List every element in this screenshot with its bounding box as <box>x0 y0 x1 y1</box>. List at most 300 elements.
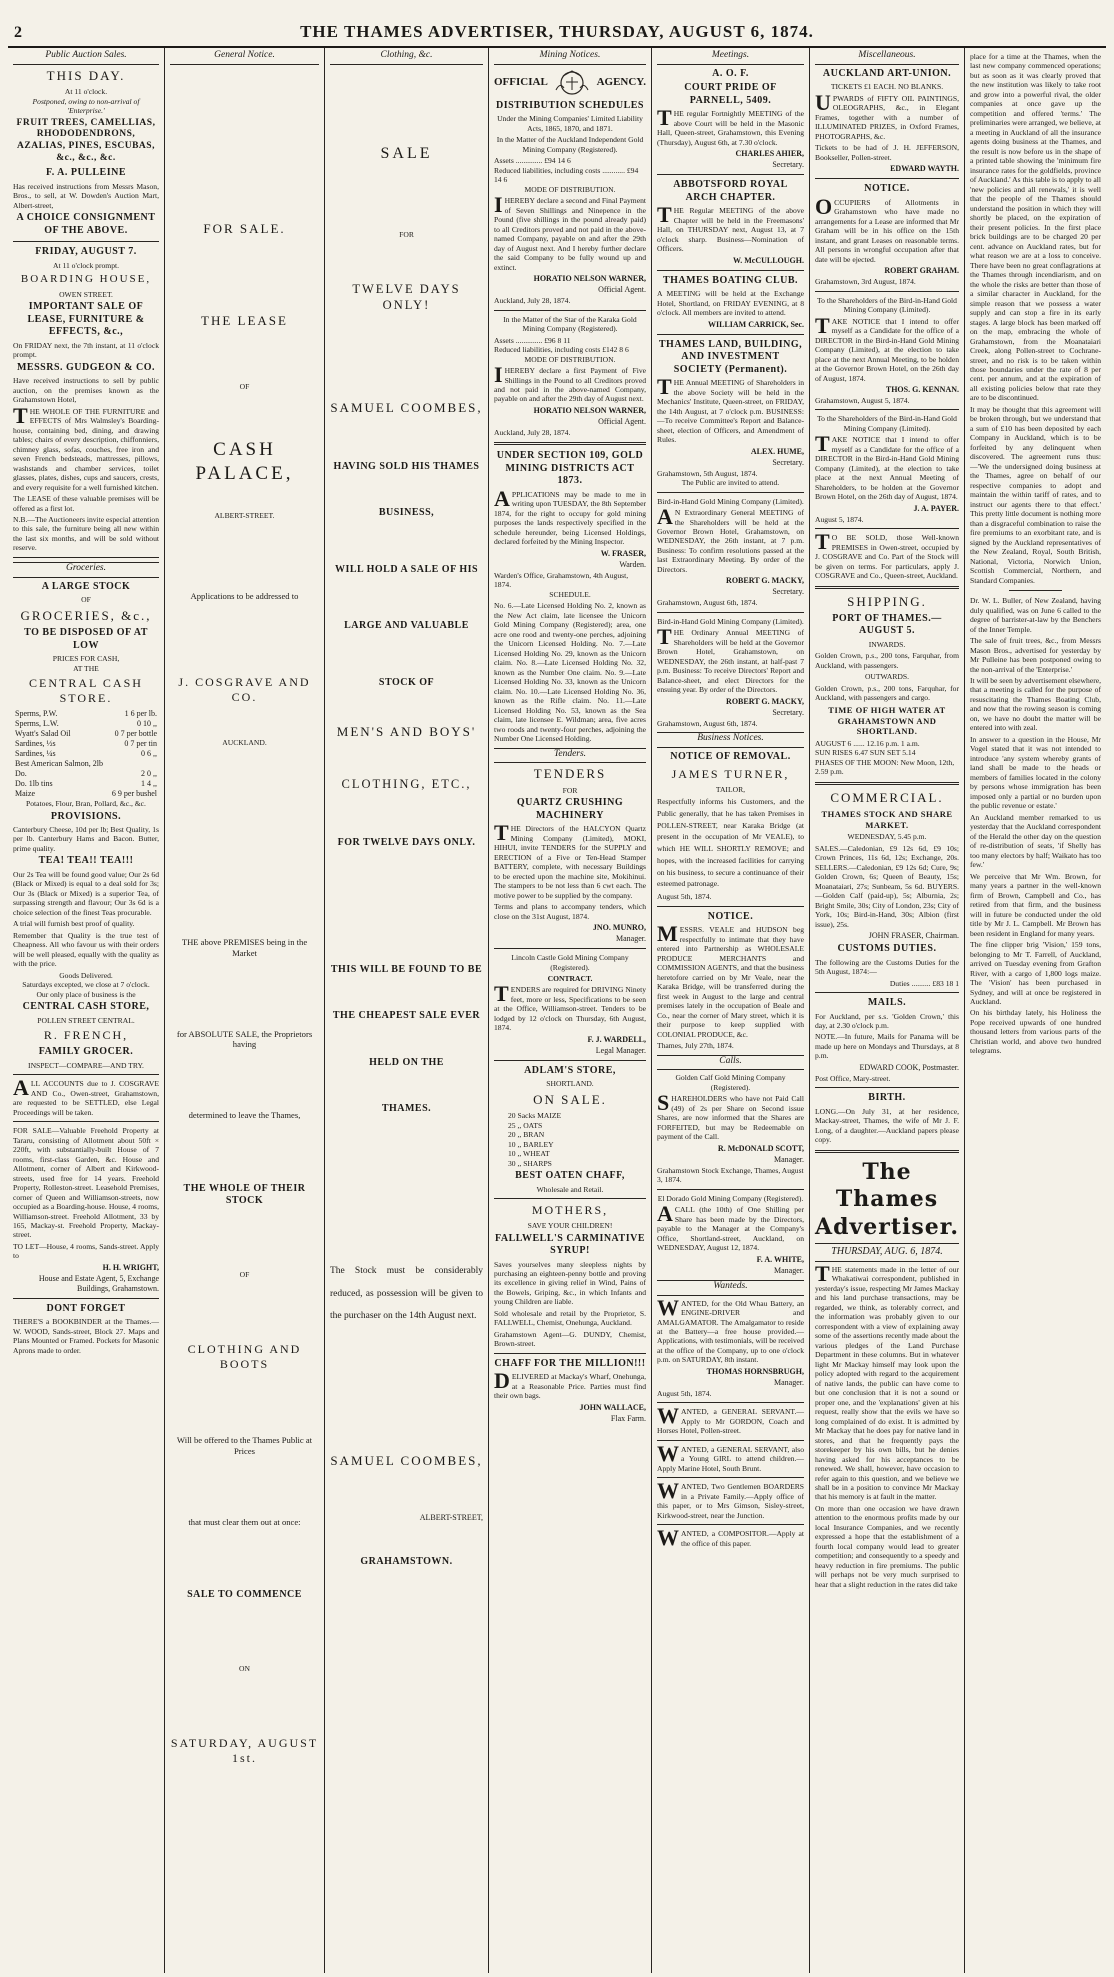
signature: F. A. WHITE, <box>756 1254 804 1264</box>
body-text: Remember that Quality is the true test of Cheapness. All who favour us with their orders will be well pleased, equally with the quality as with the price. <box>13 930 159 969</box>
heading: MOTHERS, <box>531 1203 609 1218</box>
signature-title: Manager. <box>774 1154 804 1164</box>
news-item: Dr. W. L. Buller, of New Zealand, having duly qualified, was on June 6 called to the degree of barrister-at-law by the Benchers of the Inner Temple. <box>970 596 1101 634</box>
list-item: 30 ,, SHARPS <box>508 1158 552 1168</box>
price-item: Sardines, ¼s <box>15 749 56 759</box>
date-text: Thames, July 27th, 1874. <box>657 1041 734 1051</box>
date-text: Auckland, July 28, 1874. <box>494 427 571 437</box>
duties-total: Duties .......... £83 18 1 <box>889 978 959 988</box>
body-text: THE Annual MEETING of Shareholders in the above Society will be held in the Mechanics' Institute, Queen-street, on FRIDAY, the 14th August, at 7 o'clock p.m. BUSINESS:—To receive Committee's Report and Balance-sheet, election of Officers, and Amendment of Rules. <box>657 374 804 445</box>
merchant-name: JAMES TURNER, <box>671 766 790 781</box>
heading: SALE TO COMMENCE <box>187 1589 302 1601</box>
date-text: Grahamstown, 5th August, 1874. <box>657 468 758 478</box>
price-item: Wyatt's Salad Oil <box>15 729 71 739</box>
heading: DISTRIBUTION SCHEDULES <box>496 99 644 111</box>
body-text: Potatoes, Flour, Bran, Pollard, &c., &c. <box>26 799 146 809</box>
heading: ABBOTSFORD ROYAL ARCH CHAPTER. <box>673 179 788 203</box>
price-row <box>13 749 159 759</box>
body-text: LONG.—On July 31, at her residence, Mackay-street, Thames, the wife of Mr J. F. Long, of a daughter.—Auckland papers please copy. <box>815 1106 959 1145</box>
heading: DONT FORGET <box>46 1302 126 1314</box>
heading: SALE <box>380 144 433 162</box>
body-text: The Public are invited to attend. <box>681 478 780 488</box>
signature: JOHN FRASER, Chairman. <box>868 931 959 941</box>
subheading: TICKETS £1 EACH. NO BLANKS. <box>830 82 944 92</box>
heading: ADLAM'S STORE, <box>524 1064 616 1076</box>
body-text: Sold wholesale and retail by the Proprietor, S. FALLWELL, Chemist, Onehunga, Auckland. <box>494 1308 646 1328</box>
body-text: Golden Calf Gold Mining Company (Registered). <box>675 1073 786 1092</box>
heading: TEA! TEA!! TEA!!! <box>38 855 134 867</box>
signature-title: Manager. <box>616 934 646 944</box>
body-text: THE Directors of the HALCYON Quartz Mining Company (Limited), MOKI, HIHUI, invite TENDERS for the SUPPLY and ERECTION of a Five or Ten-Head Stamper BATTERY, complete, with necessary Buildings to be erected upon the machine site, Mokihinui. The stampers to be not less than 6 cwt each. The motive power to be supplied by the company. <box>494 820 646 900</box>
body-text: Assets .............. £96 8 11 <box>494 335 571 345</box>
price-row <box>13 729 159 739</box>
heading: BEST OATEN CHAFF, <box>515 1170 625 1182</box>
heading: FOR SALE. <box>203 220 286 236</box>
heading: NOTICE OF REMOVAL. <box>670 751 791 763</box>
body-text: Our 2s Tea will be found good value; Our 2s 6d (Black or Mixed) is equal to a deal sold for 3s; Our 3s (Black or Mixed) is a superior Tea, of surpassing strength and flavour; Our 3s 6d is a choice selection of the finest Teas procurable. <box>13 869 159 917</box>
body-text: Golden Crown, p.s., 200 tons, Farquhar, from Auckland, with passengers. <box>815 651 959 670</box>
subheading: ALBERT-STREET. <box>214 511 275 521</box>
body-text: Reduced liabilities, including costs £142 8 6 <box>494 345 629 355</box>
column-mining-notices <box>489 48 652 1973</box>
subheading: FOR <box>399 229 414 239</box>
body-text: In the Matter of the Star of the Karaka Gold Mining Company (Registered). <box>503 314 637 334</box>
body-text: For Auckland, per s.s. 'Golden Crown,' this day, at 2.30 o'clock p.m. <box>815 1011 959 1030</box>
price-value: 0 7 per bottle <box>114 729 157 739</box>
body-text: To the Shareholders of the Bird-in-Hand Gold Mining Company (Limited). <box>817 414 957 433</box>
subheading: FOR <box>562 785 578 795</box>
heading: THAMES STOCK AND SHARE MARKET. <box>821 808 953 830</box>
list-item: 20 ,, BRAN <box>508 1130 545 1140</box>
body-text: IHEREBY declare a first Payment of Five Shillings in the Pound to all Creditors proved and not paid in the above-named Company, payable on and after the 29th day of August next. <box>494 362 646 404</box>
heading: CASH PALACE, <box>195 438 294 484</box>
subheading: Wholesale and Retail. <box>536 1184 604 1194</box>
price-item: Sardines, ½s <box>15 739 56 749</box>
date-text: Grahamstown, August 6th, 1874. <box>657 718 758 728</box>
price-value: 0 7 per tin <box>124 739 157 749</box>
heading: THE WHOLE OF THEIR STOCK <box>183 1182 306 1207</box>
merchant-name: J. COSGRAVE AND CO. <box>178 674 311 704</box>
price-value <box>108 759 159 769</box>
heading: COMMERCIAL. <box>830 789 944 805</box>
body-text: Our only place of business is the <box>36 989 136 999</box>
price-value: 2 0 ,, <box>141 769 157 779</box>
heading: QUARTZ CRUSHING MACHINERY <box>516 797 624 821</box>
subheading: TAILOR, <box>715 784 746 794</box>
signature-title: Legal Manager. <box>595 1045 646 1055</box>
news-item: An Auckland member remarked to us yesterday that the Auckland correspondent of the Herald the other day on the question of re-distribution of seats, 'if Shelly has too many electors by half; Waikato has too few.' <box>970 812 1101 870</box>
date-text: Warden's Office, Grahamstown, 4th August, 1874. <box>494 570 629 590</box>
subheading: MODE OF DISTRIBUTION. <box>524 184 616 194</box>
address: Post Office, Mary-street. <box>815 1073 891 1083</box>
heading: CLOTHING, ETC., <box>341 776 472 791</box>
signature-title: Flax Farm. <box>610 1413 646 1423</box>
heading: BOARDING HOUSE, <box>20 273 152 286</box>
body-text: TO BE SOLD, those Well-known PREMISES in Owen-street, occupied by J. COSGRAVE and Co. Part of the Stock will be given on terms. For particulars, apply J. COSGRAVE and Co., Queen-street, Auckland. <box>815 529 959 581</box>
signature-title: Secretary. <box>772 587 804 597</box>
signature: ROBERT G. MACKY, <box>726 696 804 706</box>
news-item: We perceive that Mr Wm. Brown, for many years a partner in the well-known firm of Brown, Campbell and Co., has retired from that firm, and the business will in future be conducted under the old title by Mr J. L. Campbell. Mr Brown has been resident in England for many years. <box>970 871 1101 938</box>
heading: LARGE AND VALUABLE <box>344 620 469 632</box>
heading: MEN'S AND BOYS' <box>336 724 477 740</box>
newspaper-title: THE THAMES ADVERTISER, THURSDAY, AUGUST 6, 1874. <box>300 22 814 41</box>
merchant-name: R. FRENCH, <box>43 1028 129 1043</box>
heading: MAILS. <box>867 997 907 1008</box>
body-text: TENDERS are required for DRIVING Ninety feet, more or less, Specifications to be seen at the Office, Williamson-street. Tenders to be lodged by 12 o'clock on Thursday, 6th August, 1874. <box>494 981 646 1033</box>
subheading: PRICES FOR CASH, <box>52 654 120 664</box>
section-header: Calls. <box>657 1055 804 1071</box>
body-text: Golden Crown, p.s., 200 tons, Farquhar, for Auckland, with passengers and cargo. <box>815 683 959 703</box>
price-row <box>13 719 159 729</box>
signature: EDWARD COOK, Postmaster. <box>859 1062 959 1072</box>
body-text: To the Shareholders of the Bird-in-Hand Gold Mining Company (Limited). <box>817 295 957 315</box>
signature: J. A. PAYER. <box>913 503 959 513</box>
date-text: Grahamstown, August 5, 1874. <box>815 395 910 405</box>
tide-row: SUN RISES 6.47 SUN SET 5.14 <box>815 748 916 758</box>
signature: THOMAS HORNSBRUGH, <box>706 1366 804 1376</box>
list-item: 10 ,, BARLEY <box>508 1139 554 1149</box>
price-row <box>13 769 159 779</box>
date-text: August 5, 1874. <box>815 514 864 524</box>
body-text: Bird-in-Hand Gold Mining Company (Limited). <box>657 616 804 626</box>
merchant-name: SAMUEL COOMBES, <box>330 399 483 415</box>
signature: JNO. MUNRO, <box>592 923 646 933</box>
column-public-auction-sales <box>8 48 165 1973</box>
heading: TIME OF HIGH WATER AT GRAHAMSTOWN AND SHORTLAND. <box>828 704 946 737</box>
subheading: CONTRACT. <box>547 974 593 983</box>
signature: R. McDONALD SCOTT, <box>717 1143 804 1153</box>
signature-title: Warden. <box>619 559 646 569</box>
body-text: A trial will furnish best proof of quality. <box>13 919 135 929</box>
signature: ALEX. HUME, <box>750 446 804 456</box>
price-value: 0 10 ,, <box>137 719 157 729</box>
signature: HORATIO NELSON WARNER, <box>533 405 646 415</box>
body-text: No. 6.—Late Licensed Holding No. 2, known as the New Act claim, late licensee the Unicorn Gold Mining Company (Registered); area, one acre one rood and twenty-one perches, adjoining the Unicorn Licensed Holding. No. 7.—Late Licensed Holding No. 29, known as the Unicorn claim. No. 8.—Late Licensed Holding No. 32, known as the Number One claim. No. 9.—Late Licensed Holding No. 33, known as the Unicorn claim. No. 10.—Late Licensed Holding No. 36, known as the Rifle claim. No. 11.—Late Licensed Holding No. 53, known as the Sea claim, late licensee E. Wildman; area, five acres two roods and twenty-four perches, adjoining the Number One Licensed Holding. <box>494 601 646 744</box>
subheading: ON <box>239 1663 250 1673</box>
tide-row: AUGUST 6 ...... 12.16 p.m. 1 a.m. <box>815 738 920 748</box>
body-text: El Dorado Gold Mining Company (Registered). <box>657 1193 804 1203</box>
column-meetings <box>652 48 810 1973</box>
section-header: General Notice. <box>170 50 319 65</box>
sale-list <box>494 1111 646 1168</box>
editorial-text: On more than one occasion we have drawn attention to the enormous profits made by our local Insurance Companies, and we recently expressed a hope that the establishment of a fourth local company would lead to greater competition; and consequently to a speedy and heavy reduction in fire premiums. The public will perhaps not be very much surprised to hear that a slight reduction in the rates did take <box>815 1503 959 1589</box>
body-text: Under the Mining Companies' Limited Liability Acts, 1865, 1870, and 1871. <box>497 114 643 133</box>
price-item: Do. 1lb tins <box>15 779 53 789</box>
body-text: Saves yourselves many sleepless nights by purchasing an eighteen-penny bottle and proving its excellence in giving relief in Wind, Pains of the Bowels, Griping, &c., in which Infants and young Children are liable. <box>494 1259 646 1307</box>
signature-title: Official Agent. <box>598 416 646 426</box>
body-text: Respectfully informs his Customers, and the Public generally, that he has taken Premises in POLLEN-STREET, near Karaka Bridge (at present in the occupation of Mr VEALE), to which HE WILL SHORTLY REMOVE; and hopes, with the increased facilities for carrying on his business, to secure a continuance of their esteemed patronage. <box>657 797 804 889</box>
body-text: On FRIDAY next, the 7th instant, at 11 o'clock prompt. <box>13 340 159 360</box>
subheading: FAMILY GROCER. <box>38 1046 134 1058</box>
body-text: APPLICATIONS may be made to me in writing upon TUESDAY, the 8th September 1874, for the right to occupy for gold mining purposes the lands respectively specified in the schedule hereunder, being Licensed Holdings, declared forfeited by the Mining Inspector. <box>494 485 646 547</box>
signature-title: Secretary. <box>772 707 804 717</box>
auctioneer-name: F. A. PULLEINE <box>46 167 126 179</box>
news-item: The sale of fruit trees, &c., from Messrs Mason Bros., advertised for yesterday by Mr Pulleine has been postponed owing to the non-arrival of the 'Enterprise.' <box>970 636 1101 674</box>
heading: FRIDAY, AUGUST 7. <box>35 246 137 258</box>
heading: PORT OF THAMES.—AUGUST 5. <box>832 612 942 637</box>
body-text: Reduced liabilities, including costs ............ £94 14 6 <box>494 165 639 185</box>
date-text: Grahamstown Stock Exchange, Thames, August 3, 1874. <box>657 1165 804 1185</box>
date-text: August 5th, 1874. <box>657 1388 712 1398</box>
date-text: Grahamstown, August 6th, 1874. <box>657 598 758 608</box>
news-item: In answer to a question in the House, Mr Vogel stated that it was not intended to introduce 'any system whereby grants of land shall be made to the heads or members of families located in the colony by persons whose immigration has been imposed only a partial or no burden upon the public revenue or estate.' <box>970 734 1101 811</box>
signature: ROBERT GRAHAM. <box>884 266 959 276</box>
body-text: THE regular Fortnightly MEETING of the above Court will be held in the Masonic Hall, Queen-street, Grahamstown, this Evening (Thursday), August 6th, at 7.30 o'clock. <box>657 105 804 147</box>
body-text: DELIVERED at Mackay's Wharf, Onehunga, at a Reasonable Price. Parties must find their own bags. <box>494 1368 646 1401</box>
body-text: ALL ACCOUNTS due to J. COSGRAVE AND Co., Owen-street, Grahamstown, are requested to be SETTLED, else Legal Proceedings will be taken. <box>13 1075 159 1117</box>
heading: THAMES BOATING CLUB. <box>662 274 799 286</box>
body-text: TO LET—House, 4 rooms, Sands-street. Apply to <box>13 1241 159 1261</box>
signature-title: Secretary. <box>772 160 804 170</box>
date-text: August 5th, 1874. <box>657 892 712 902</box>
section-header: Clothing, &c. <box>330 50 483 65</box>
body-text: N.B.—The Auctioneers invite especial attention to this sale, the furniture being all new within the last six months, and will be sold without reserve. <box>13 515 159 553</box>
body-text: Lincoln Castle Gold Mining Company (Registered). <box>511 953 629 972</box>
subheading: SHORTLAND. <box>546 1079 594 1089</box>
signature: JOHN WALLACE, <box>579 1402 646 1412</box>
signature: W. McCULLOUGH. <box>732 255 804 265</box>
subheading: AT THE <box>73 663 99 673</box>
subheading: MODE OF DISTRIBUTION. <box>524 354 616 364</box>
signature: CHARLES AHIER, <box>735 149 804 159</box>
body-text: WANTED, a GENERAL SERVANT.—Apply to Mr GORDON, Coach and Horses Hotel, Pollen-street. <box>657 1403 804 1436</box>
signature: EDWARD WAYTH. <box>890 164 959 174</box>
subheading: INWARDS. <box>868 639 906 649</box>
body-text: determined to leave the Thames, <box>188 1110 301 1120</box>
section-header: Mining Notices. <box>494 50 646 65</box>
signature-title: Manager. <box>774 1377 804 1387</box>
subheading: POLLEN STREET CENTRAL. <box>37 1015 135 1025</box>
body-text: THERE'S a BOOKBINDER at the Thames.—W. WOOD, Sands-street, Block 27. Maps and Plans Mounted or Framed. Pockets for Masonic Aprons made to order. <box>13 1317 159 1355</box>
heading: A LARGE STOCK <box>41 580 131 592</box>
subheading: Goods Delivered. <box>59 970 113 980</box>
heading: THE LEASE <box>201 313 288 329</box>
signature: WILLIAM CARRICK, Sec. <box>708 319 804 329</box>
price-row <box>13 789 159 799</box>
column-general-notice <box>165 48 325 1973</box>
tide-row: PHASES OF THE MOON: New Moon, 12th, 2.59 p.m. <box>815 757 955 777</box>
price-row <box>13 739 159 749</box>
heading: BIRTH. <box>868 1092 906 1104</box>
column-editorial-continued <box>965 48 1106 1973</box>
subheading: OUTWARDS. <box>864 672 910 682</box>
heading: FOR TWELVE DAYS ONLY. <box>337 837 476 849</box>
body-text: THE above PREMISES being in the Market <box>181 937 308 958</box>
section-header: Meetings. <box>657 50 804 65</box>
signature: THOS. G. KENNAN. <box>885 384 959 394</box>
price-list <box>13 709 159 799</box>
body-text: In the Matter of the Auckland Independent Gold Mining Company (Registered). <box>496 135 644 154</box>
list-item: 20 Sacks MAIZE <box>508 1111 562 1121</box>
heading: AUCKLAND ART-UNION. <box>822 67 952 79</box>
heading: WILL HOLD A SALE OF HIS <box>334 563 479 575</box>
subheading: SCHEDULE. <box>549 589 591 599</box>
subheading: OF <box>239 1269 250 1279</box>
signature-title: House and Estate Agent, 5, Exchange Buildings, Grahamstown. <box>38 1273 159 1293</box>
heading: THAMES LAND, BUILDING, AND INVESTMENT SOCIETY (Permanent). <box>658 338 803 375</box>
list-item: 10 ,, WHEAT <box>508 1149 550 1159</box>
heading: TO BE DISPOSED OF AT LOW <box>24 627 148 651</box>
signature-title: Secretary. <box>772 457 804 467</box>
issue-date: THURSDAY, AUG. 6, 1874. <box>815 1243 959 1262</box>
subheading: AUCKLAND. <box>222 737 267 747</box>
body-text: TAKE NOTICE that I intend to offer myself as a Candidate for the office of a DIRECTOR in the Bird-in-Hand Gold Mining Company (Limited), at the election to take place at the next Annual Meeting, to be holden at the Governor Brown Hotel, on the 26th day of August, 1874. <box>815 312 959 383</box>
time-text: At 11 o'clock prompt. <box>52 260 120 270</box>
body-text: A MEETING will be held at the Exchange Hotel, Shortland, on FRIDAY EVENING, at 8 o'clock. All members are invited to attend. <box>657 289 804 318</box>
heading: CLOTHING AND BOOTS <box>187 1342 302 1372</box>
body-text: NOTE.—In future, Mails for Panama will be made up here on Mondays and Thursdays, at 8 p.m. <box>815 1032 959 1061</box>
heading: THAMES. <box>381 1103 432 1115</box>
heading: THIS DAY. <box>46 67 126 83</box>
price-item: Maize <box>15 789 35 799</box>
editorial-text: It may be thought that this agreement will be broken through, but we understand that a sum of £10 has been deposited by each Company in Auckland, which is to be forfeited by any delinquent when discovered. The agreement runs thus:—'We the undersigned doing business at the Thames, agree on behalf of our respective companies to adopt and maintain the within tariff of rates, and to instruct our agents there to that effect.' This pretty little document is nothing more than a disgraceful combination to raise the fire premiums to an exorbitant rate, and is signed by the Auckland representatives of the New Zealand, Royal, South British, National, Victoria, Norwich Union, Scottish Commercial, Northern, and Standard Companies. <box>970 404 1101 585</box>
price-value: 1 4 ,, <box>141 779 157 789</box>
auctioneer-name: MESSRS. GUDGEON & CO. <box>16 361 155 373</box>
price-item: Sperms, L.W. <box>15 719 59 729</box>
heading: TWELVE DAYS ONLY! <box>352 282 461 312</box>
heading: STOCK OF <box>378 676 435 688</box>
heading: CENTRAL CASH STORE, <box>22 1001 150 1013</box>
subheading: OF <box>81 595 91 605</box>
section-header: Business Notices. <box>657 732 804 748</box>
heading: COURT PRIDE OF PARNELL, 5409. <box>684 82 777 106</box>
heading: THE CHEAPEST SALE EVER <box>332 1010 481 1022</box>
subheading: INSPECT—COMPARE—AND TRY. <box>28 1060 144 1070</box>
heading: FALLWELL'S CARMINATIVE SYRUP! <box>494 1232 645 1257</box>
heading: PROVISIONS. <box>50 810 122 822</box>
price-item: Best American Salmon, 2lb <box>15 759 103 769</box>
body-text: AN Extraordinary General MEETING of the Shareholders will be held at the Governor Brown Hotel, Grahamstown, on WEDNESDAY, the 26th instant, at 7 p.m. Business: To confirm resolutions passed at the last Extraordinary Meeting. By order of the Directors. <box>657 504 804 574</box>
date-text: Auckland, July 28, 1874. <box>494 296 571 306</box>
body-text: OCCUPIERS of Allotments in Grahamstown who have made no arrangements for a Lease are informed that Mr Graham will be in his office on the 15th instant, and grant Leases on reasonable terms. All persons in wrongful occupation after that date will be ejected. <box>815 193 959 264</box>
heading: NOTICE. <box>707 910 754 922</box>
price-item: Do. <box>15 769 27 779</box>
heading: AGENCY. <box>596 76 646 88</box>
body-text: SHAREHOLDERS who have not Paid Call (49) of 2s per Share on Second issue Shares, are now informed that the Shares are FORFEITED, but may be Redeemable on payment of the Call. <box>657 1090 804 1142</box>
signature-title: Manager. <box>774 1265 804 1275</box>
list-item: 25 ,, OATS <box>508 1120 543 1130</box>
heading: NOTICE. <box>864 183 910 195</box>
body-text: WANTED, Two Gentlemen BOARDERS in a Private Family.—Apply office of this paper, or to Mrs Gimson, Sisley-street, Kirkwood-street, near the Junction. <box>657 1478 804 1520</box>
price-value: 0 6 ,, <box>141 749 157 759</box>
price-row <box>13 709 159 719</box>
price-row <box>13 759 159 769</box>
body-text: Saturdays excepted, we close at 7 o'clock. <box>22 980 150 990</box>
body-text: WANTED, for the Old Whau Battery, an ENGINE-DRIVER and AMALGAMATOR. The Amalgamator to reside at the Battery—a free house provided.—Applications, with testimonials, will be received at the office of the Company, up to one o'clock p.m. on SATURDAY, 8th instant. <box>657 1294 804 1365</box>
masthead <box>8 8 1106 48</box>
heading: UNDER SECTION 109, GOLD MINING DISTRICTS ACT 1873. <box>496 450 644 487</box>
heading: BUSINESS, <box>378 507 435 519</box>
body-text: Assets .............. £94 14 6 <box>494 156 571 166</box>
body-text: THE Ordinary Annual MEETING of Shareholders will be held at the Governor Brown Hotel, Grahamstown, on WEDNESDAY, the 26th instant, at half-past 7 p.m. Business: To receive Directors' Report and Balance-sheet, and elect Directors for the ensuing year. By order of the Directors. <box>657 624 804 695</box>
body-text: The following are the Customs Duties for the 5th August, 1874:— <box>815 957 959 977</box>
news-item: On his birthday lately, his Holiness the Pope received upwards of one hundred thousand letters from various parts of the Christian world, and above two hundred telegrams. <box>970 1008 1101 1056</box>
editorial-text: THE statements made in the letter of our Whakatiwai correspondent, published in yesterday's issue, respecting Mr James Mackay and his land purchase transactions, may be regarded, we think, as tolerably correct, and the information was probably given to our correspondent with a view of explaining away some of the assertions recently made about the various pledges of the Land Purchase Department in these columns. But in whatever light Mr Mackay himself may look upon the policy adopted with regard to the acquirement of native lands, the public can have come to but one conclusion that it is not a sound or proper one, and the 'explanations' given at his request, really show that the evils we have so long complained of do exist. It is admitted by Mr Mackay that he does pay for native land in stores, and that he frequently pays the storekeeper by his own bills, but he denies having asked for his acceptances to be renewed. We shall, however, have occasion to refer again to this question, and we believe we shall be in a position to convince Mr Mackay that his memory is at fault in the matter. <box>815 1260 959 1502</box>
signature: H. H. WRIGHT, <box>102 1262 159 1272</box>
body-text: for ABSOLUTE SALE, the Proprietors having <box>176 1028 313 1050</box>
column-clothing <box>325 48 489 1973</box>
heading: A CHOICE CONSIGNMENT OF THE ABOVE. <box>16 212 156 236</box>
notice-text: Postponed, owing to non-arrival of 'Enterprise.' <box>32 96 140 116</box>
sale-items: FRUIT TREES, CAMELLIAS, RHODODENDRONS, AZALIAS, PINES, ESCUBAS, &c., &c., &c. <box>16 117 156 164</box>
heading: OFFICIAL <box>494 76 548 88</box>
body-text: WANTED, a COMPOSITOR.—Apply at the office of this paper. <box>657 1525 804 1551</box>
body-text: Grahamstown Agent—G. DUNDY, Chemist, Brown-street. <box>494 1329 646 1349</box>
body-text: Tickets to be had of J. H. JEFFERSON, Bookseller, Pollen-street. <box>815 143 959 162</box>
body-text: Canterbury Cheese, 10d per lb; Best Quality, 1s per lb. Canterbury Hams and Bacon. Butter, prime quality. <box>13 825 159 853</box>
heading: A. O. F. <box>712 67 749 79</box>
signature: W. FRASER, <box>600 548 646 558</box>
price-value: 6 9 per bushel <box>111 789 157 799</box>
price-value: 1 6 per lb. <box>124 709 157 719</box>
body-text: THE Regular MEETING of the above Chapter will be held in the Freemasons' Hall, on THURSDAY next, August 13, at 7 o'clock sharp. Business—Nomination of Officers. <box>657 202 804 254</box>
heading: CUSTOMS DUTIES. <box>837 943 937 955</box>
body-text: MESSRS. VEALE and HUDSON beg respectfully to intimate that they have entered into Partnership as WHOLESALE PRODUCE MERCHANTS and COMMISSION AGENTS, and that the business heretofore carried on by Mr Veale, near the Karaka Bridge, will be transferred during the first week in August to the large and central premises lately in the occupation of Beale and Co., near the corner of Mary street, which it is their purpose to keep supplied with COLONIAL PRODUCE, &c. <box>657 921 804 1039</box>
section-header: Groceries. <box>13 562 159 578</box>
heading: GRAHAMSTOWN. <box>360 1556 453 1568</box>
body-text: Bird-in-Hand Gold Mining Company (Limited). <box>657 496 804 506</box>
body-text: WANTED, a GENERAL SERVANT, also a Young GIRL to attend children.—Apply Marine Hotel, South Brunt. <box>657 1440 804 1473</box>
heading: ON SALE. <box>533 1091 607 1107</box>
heading: TENDERS <box>533 766 607 782</box>
subheading: SAVE YOUR CHILDREN! <box>527 1221 613 1231</box>
royal-crest-icon <box>552 68 592 98</box>
body-text: The Stock must be considerably reduced, as possession will be given to the purchaser on the 14th August next. <box>330 1265 483 1322</box>
date-text: WEDNESDAY, 5.45 p.m. <box>847 832 927 842</box>
section-header: Miscellaneous. <box>815 50 959 65</box>
body-text: Will be offered to the Thames Public at Prices <box>176 1435 313 1456</box>
time-text: At 11 o'clock. <box>64 87 108 97</box>
body-text: ACALL (the 10th) of One Shilling per Share has been made by the Directors, payable to the Manager at the Company's Office, Shortland-street, Auckland, on WEDNESDAY, August 12, 1874. <box>657 1201 804 1253</box>
newspaper-nameplate: The Thames Advertiser. <box>815 1158 959 1240</box>
signature-title: Official Agent. <box>598 285 646 295</box>
body-text: THE WHOLE OF THE FURNITURE and EFFECTS of Mrs Walmsley's Boarding-house, containing bed, dining, and drawing tables; chairs of every description, chiffonniers, chimney glass, sofas, couches, free iron and seven French bedsteads, mattresses, pillows, washstands and chamber services, toilet glasses, plates, dishes, cups and saucers, crests, and every requisite for a well furnished kitchen. <box>13 402 159 492</box>
page-number: 2 <box>14 24 22 41</box>
heading: CENTRAL CASH STORE. <box>29 676 143 706</box>
price-row <box>13 779 159 789</box>
body-text: IHEREBY declare a second and Final Payment of Seven Shillings and Ninepence in the Pound (five shillings in the pound already paid) to all Creditors proved and not paid in the above-named Company, payable on and after the 29th day of August next. And I hereby further declare the said Company to be fully wound up and extinct. <box>494 192 646 272</box>
body-text: Has received instructions from Messrs Mason, Bros., to sell, at W. Dowden's Auction Mart, Albert-street, <box>13 181 159 210</box>
heading: SATURDAY, AUGUST 1st. <box>170 1736 319 1766</box>
heading: HAVING SOLD HIS THAMES <box>333 460 480 472</box>
body-text: UPWARDS of FIFTY OIL PAINTINGS, OLEOGRAPHS, &c., in Elegant Frames, together with a number of ILLUMINATED PRIZES, in Oxford Frames, PHOTOGRAPHS, &c. <box>815 89 959 141</box>
body-text: FOR SALE—Valuable Freehold Property at Tararu, consisting of Allotment about 50ft × 220ft, with substantially-built House of 7 rooms, first-class Garden, &c. House and Allotment, corner of Albert and Kirkwood-streets, used free for 14 years. Freehold Property, Rolleston-street. Leasehold Premises, corner of Queen and Williamson-streets, now occupied as a Boarding-house. House, 4 rooms, Williamson-street. Freehold Allotment, 33 by 165, Mackay-st. Freehold Property, Mackay-street. <box>13 1126 159 1240</box>
merchant-name: SAMUEL COOMBES, <box>330 1453 483 1469</box>
heading: HELD ON THE <box>369 1056 444 1068</box>
heading: GROCERIES, &c., <box>20 607 152 623</box>
heading: SHIPPING. <box>847 593 927 609</box>
column-miscellaneous <box>810 48 965 1973</box>
address: ALBERT-STREET, <box>419 1513 483 1523</box>
subheading: OF <box>239 382 250 392</box>
news-item: It will be seen by advertisement elsewhere, that a meeting is called for the purpose of resuscitating the Thames Boating Club, and now that the rowing season is coming on, we have no doubt the matter will be entered into with zeal. <box>970 676 1101 733</box>
body-text: that must clear them out at once: <box>188 1516 301 1527</box>
editorial-text: place for a time at the Thames, when the last new company commenced operations; but as soon as it was clearly proved that the new institution was likely to take root and grow into a powerful rival, the older companies at once gave up the competition and offered 'terms.' The preliminaries were arranged, we believe, at a meeting in Auckland of all the insurance agents doing business at the Thames, and the result is now before us in the shape of a printed table showing the 'minimum fire insurance rates for the goldfields, province of Auckland.' As this table is to apply to all 'new policies and all renewals,' it is well that the people of the Thames should understand the position in which they will shortly be placed, on the expiration of their present policies. In the first place brick buildings are to be charged 20 per cent. advance on Auckland rates, but for what reason we are at a loss to conceive. There have been no great conflagrations at the Thames through incendiarism, and on the whole the risks are better than those of a similar character in Auckland, for the simple reason that we possess a water supply and can stop a fire in its early stages. A large block has been marked off on the map, embracing the whole of Grahamstown, from the Moanataiari Creek, along Pollen-street to Cochrane-street, and no risk is to be taken within those boundaries under the rate of 8 per cent. per annum, and at the expiration of all existing policies below that rate they are to be discontinued. <box>970 52 1101 403</box>
body-text: SALES.—Caledonian, £9 12s 6d, £9 10s; Crown Princes, 11s 6d, 12s; Exchange, 20s. SELLERS.—Caledonian, £9 12s 6d; Cure, 9s; Golden Crown, 6s; Queen of Beauty, 15s; Moanataiari, 27s; Sunbeam, 5s 6d. BUYERS.—Golden Calf (paid-up), 5s; Alburnia, 2s; Bright Smile, 30s; City of London, 23s; City of York, 10s; Bird-in-Hand, 30s; Albion (first issue), 25s. <box>815 843 959 929</box>
body-text: Terms and plans to accompany tenders, which close on the 31st August, 1874. <box>494 902 646 921</box>
subheading: OWEN STREET. <box>59 289 113 299</box>
heading: THIS WILL BE FOUND TO BE <box>330 963 483 975</box>
body-text: The LEASE of these valuable premises will be offered as a first lot. <box>13 494 159 513</box>
section-header: Tenders. <box>494 748 646 764</box>
heading: CHAFF FOR THE MILLION!!! <box>494 1357 646 1369</box>
price-item: Sperms, P.W. <box>15 709 58 719</box>
section-header: Wanteds. <box>657 1280 804 1296</box>
signature: HORATIO NELSON WARNER, <box>533 274 646 284</box>
date-text: Grahamstown, 3rd August, 1874. <box>815 277 916 287</box>
news-item: The fine clipper brig 'Vision,' 159 tons, belonging to Mr T. Farrell, of Auckland, arrived on Tuesday evening from Grafton River, with a cargo of 1,800 logs maize. The 'Vision' has been purchased in Sydney, and will at once be registered in Auckland. <box>970 940 1101 1006</box>
signature: ROBERT G. MACKY, <box>726 576 804 586</box>
